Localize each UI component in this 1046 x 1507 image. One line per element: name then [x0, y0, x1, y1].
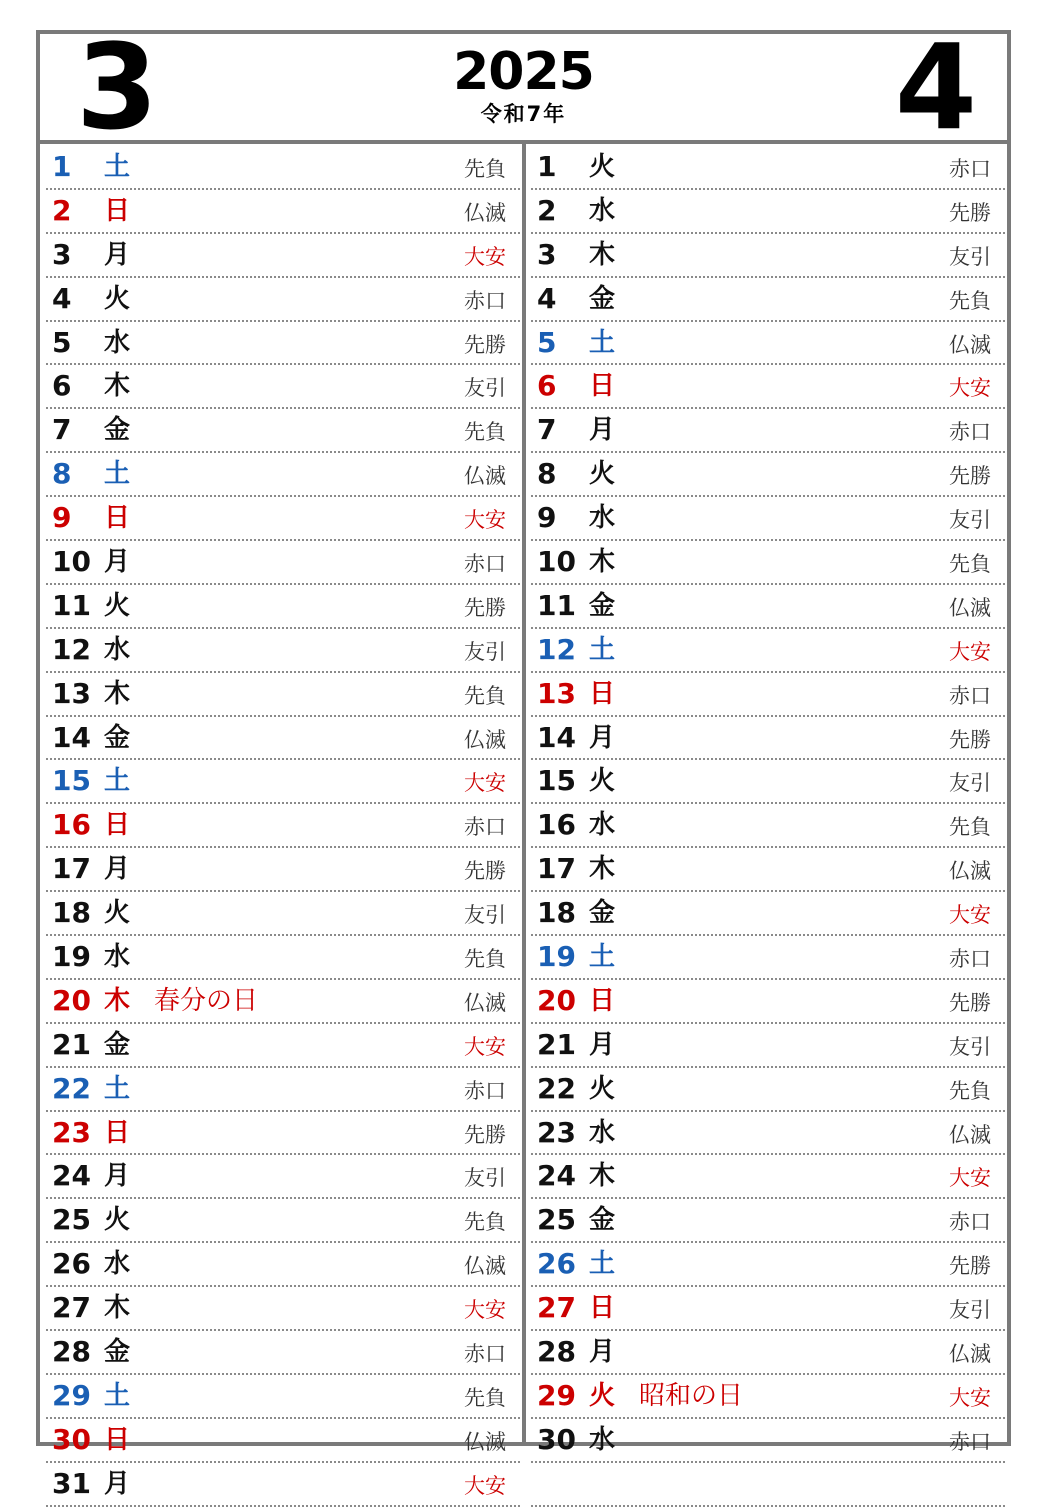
- weekday: 水: [589, 1117, 616, 1148]
- weekday: 土: [589, 327, 616, 358]
- rokuyo-label: 先負: [949, 1078, 991, 1103]
- rokuyo-label: 仏滅: [464, 727, 506, 752]
- day-number: 1: [537, 150, 557, 183]
- rokuyo-label: 大安: [464, 244, 506, 269]
- day-row: [46, 453, 520, 497]
- day-row: [531, 1331, 1005, 1375]
- day-number: 28: [52, 1335, 91, 1369]
- weekday: 水: [589, 195, 616, 226]
- day-number: 4: [52, 281, 72, 315]
- weekday: 月: [589, 1337, 616, 1368]
- weekday: 土: [104, 152, 131, 182]
- day-number: 26: [537, 1247, 576, 1281]
- day-row: [46, 1463, 520, 1507]
- day-row: [46, 1331, 520, 1375]
- weekday: 土: [104, 1073, 131, 1104]
- day-row: [531, 278, 1005, 322]
- day-row: [531, 234, 1005, 278]
- day-number: 30: [52, 1422, 91, 1456]
- weekday: 月: [104, 1468, 131, 1499]
- day-number: 18: [52, 896, 91, 930]
- day-number: 2: [537, 193, 557, 227]
- rokuyo-label: 赤口: [949, 683, 991, 708]
- day-row: [531, 1112, 1005, 1156]
- day-number: 21: [52, 1027, 91, 1061]
- weekday: 木: [104, 985, 131, 1016]
- day-row: [46, 629, 520, 673]
- weekday: 木: [104, 1293, 131, 1324]
- rokuyo-label: 先負: [464, 420, 506, 445]
- weekday: 月: [589, 722, 616, 753]
- day-row: [531, 892, 1005, 936]
- day-number: 13: [52, 676, 91, 710]
- rokuyo-label: 仏滅: [464, 464, 506, 489]
- holiday-name: 昭和の日: [639, 1380, 744, 1411]
- day-number: 14: [52, 720, 91, 754]
- weekday: 日: [104, 1424, 131, 1455]
- day-number: 24: [52, 1159, 91, 1193]
- day-row: [46, 1112, 520, 1156]
- day-number: 2: [52, 193, 72, 227]
- rokuyo-label: 仏滅: [464, 200, 506, 225]
- left-month-number: 3: [76, 18, 159, 156]
- day-number: 15: [52, 764, 91, 798]
- day-number: 8: [52, 457, 72, 491]
- rokuyo-label: 大安: [949, 1166, 991, 1191]
- weekday: 火: [589, 152, 616, 182]
- day-number: 3: [537, 237, 557, 271]
- weekday: 金: [104, 415, 131, 446]
- weekday: 火: [104, 283, 131, 314]
- weekday: 日: [104, 503, 131, 534]
- april-column: [531, 146, 1005, 1507]
- day-row: [46, 1068, 520, 1112]
- day-row: [46, 1199, 520, 1243]
- day-number: 12: [537, 632, 576, 666]
- rokuyo-label: 大安: [464, 508, 506, 533]
- rokuyo-label: 大安: [464, 771, 506, 796]
- day-number: 23: [537, 1115, 576, 1149]
- day-row: [46, 1375, 520, 1419]
- rokuyo-label: 友引: [949, 1034, 991, 1059]
- day-number: 16: [537, 808, 576, 842]
- day-number: 19: [52, 940, 91, 974]
- day-number: 14: [537, 720, 576, 754]
- rokuyo-label: 仏滅: [949, 1342, 991, 1367]
- day-row: [531, 1375, 1005, 1419]
- rokuyo-label: 赤口: [949, 420, 991, 445]
- day-row: [46, 848, 520, 892]
- day-number: 17: [52, 852, 91, 886]
- day-row: [531, 673, 1005, 717]
- day-number: 20: [537, 983, 576, 1017]
- day-number: 6: [52, 369, 72, 403]
- day-row: [531, 190, 1005, 234]
- day-number: 18: [537, 896, 576, 930]
- day-row: [46, 1243, 520, 1287]
- day-row: [46, 804, 520, 848]
- rokuyo-label: 先勝: [949, 1254, 991, 1279]
- day-row: [46, 234, 520, 278]
- day-number: 27: [52, 1291, 91, 1325]
- rokuyo-label: 先負: [464, 1385, 506, 1410]
- day-row: [531, 541, 1005, 585]
- weekday: 月: [589, 415, 616, 446]
- weekday: 金: [104, 1029, 131, 1060]
- day-number: 10: [537, 545, 576, 579]
- weekday: 水: [589, 1424, 616, 1455]
- weekday: 日: [104, 810, 131, 841]
- weekday: 水: [589, 810, 616, 841]
- day-number: 21: [537, 1027, 576, 1061]
- day-number: 12: [52, 632, 91, 666]
- weekday: 火: [589, 1380, 616, 1411]
- weekday: 水: [104, 1249, 131, 1280]
- day-row: [46, 673, 520, 717]
- day-row: [531, 629, 1005, 673]
- rokuyo-label: 仏滅: [464, 1254, 506, 1279]
- day-row: [46, 1155, 520, 1199]
- calendar-frame: [36, 18, 1011, 1500]
- rokuyo-label: 大安: [949, 639, 991, 664]
- day-row: [531, 409, 1005, 453]
- weekday: 日: [589, 1293, 616, 1324]
- rokuyo-label: 赤口: [949, 1210, 991, 1235]
- weekday: 木: [589, 547, 616, 578]
- day-number: 3: [52, 237, 72, 271]
- weekday: 土: [589, 1249, 616, 1280]
- day-number: 7: [537, 413, 557, 447]
- day-row: [46, 1024, 520, 1068]
- day-number: 29: [537, 1378, 576, 1412]
- day-number: 27: [537, 1291, 576, 1325]
- rokuyo-label: 先勝: [464, 1122, 506, 1147]
- rokuyo-label: 先勝: [949, 200, 991, 225]
- weekday: 土: [104, 766, 131, 797]
- day-row: [46, 585, 520, 629]
- weekday: 火: [589, 459, 616, 490]
- rokuyo-label: 大安: [464, 1298, 506, 1323]
- day-row: [531, 980, 1005, 1024]
- day-row: [46, 409, 520, 453]
- weekday: 木: [104, 678, 131, 709]
- day-row: [46, 1287, 520, 1331]
- day-number: 7: [52, 413, 72, 447]
- year-title: 2025: [453, 42, 594, 102]
- weekday: 月: [104, 1161, 131, 1192]
- day-row: [46, 322, 520, 366]
- rokuyo-label: 大安: [949, 903, 991, 928]
- day-number: 5: [537, 325, 557, 359]
- rokuyo-label: 仏滅: [464, 990, 506, 1015]
- rokuyo-label: 仏滅: [464, 1429, 506, 1454]
- day-number: 25: [537, 1203, 576, 1237]
- rokuyo-label: 先負: [464, 157, 506, 181]
- column-divider: [522, 144, 526, 1442]
- day-row: [531, 1287, 1005, 1331]
- day-number: 4: [537, 281, 557, 315]
- day-row: [531, 322, 1005, 366]
- rokuyo-label: 友引: [949, 1298, 991, 1323]
- rokuyo-label: 先負: [949, 815, 991, 840]
- day-number: 16: [52, 808, 91, 842]
- day-row: [531, 453, 1005, 497]
- weekday: 金: [589, 590, 616, 621]
- weekday: 日: [104, 195, 131, 226]
- rokuyo-label: 赤口: [464, 1342, 506, 1367]
- day-row: [46, 190, 520, 234]
- day-row: [531, 146, 1005, 190]
- day-row: [46, 760, 520, 804]
- day-number: 30: [537, 1422, 576, 1456]
- rokuyo-label: 先負: [949, 288, 991, 313]
- rokuyo-label: 友引: [949, 771, 991, 796]
- day-number: 22: [52, 1071, 91, 1105]
- day-number: 9: [537, 501, 557, 535]
- era-subtitle: 令和7年: [480, 102, 567, 126]
- day-row: [531, 760, 1005, 804]
- weekday: 火: [589, 1073, 616, 1104]
- weekday: 水: [104, 634, 131, 665]
- day-number: 22: [537, 1071, 576, 1105]
- day-number: 13: [537, 676, 576, 710]
- day-number: 11: [537, 588, 576, 622]
- weekday: 火: [589, 766, 616, 797]
- rokuyo-label: 先勝: [464, 859, 506, 884]
- weekday: 金: [589, 283, 616, 314]
- day-row: [531, 1463, 1005, 1507]
- day-number: 23: [52, 1115, 91, 1149]
- weekday: 日: [104, 1117, 131, 1148]
- weekday: 水: [104, 942, 131, 973]
- rokuyo-label: 先負: [949, 552, 991, 577]
- day-number: 6: [537, 369, 557, 403]
- rokuyo-label: 赤口: [949, 157, 991, 181]
- day-row: [531, 936, 1005, 980]
- day-row: [46, 717, 520, 761]
- right-month-number: 4: [894, 18, 977, 156]
- rokuyo-label: 友引: [464, 903, 506, 928]
- weekday: 日: [589, 678, 616, 709]
- day-row: [46, 980, 520, 1024]
- weekday: 木: [589, 239, 616, 270]
- day-row: [531, 717, 1005, 761]
- rokuyo-label: 友引: [949, 244, 991, 269]
- rokuyo-label: 赤口: [464, 1078, 506, 1103]
- day-number: 11: [52, 588, 91, 622]
- day-number: 10: [52, 545, 91, 579]
- weekday: 月: [104, 547, 131, 578]
- day-row: [531, 365, 1005, 409]
- day-row: [531, 804, 1005, 848]
- day-row: [46, 278, 520, 322]
- weekday: 月: [104, 854, 131, 885]
- day-row: [531, 1068, 1005, 1112]
- day-row: [531, 585, 1005, 629]
- rokuyo-label: 赤口: [949, 1429, 991, 1454]
- rokuyo-label: 友引: [464, 376, 506, 401]
- weekday: 金: [104, 722, 131, 753]
- rokuyo-label: 赤口: [464, 552, 506, 577]
- rokuyo-label: 大安: [464, 1034, 506, 1059]
- rokuyo-label: 仏滅: [949, 332, 991, 357]
- day-number: 31: [52, 1466, 91, 1500]
- day-row: [46, 892, 520, 936]
- day-number: 9: [52, 501, 72, 535]
- rokuyo-label: 先勝: [464, 332, 506, 357]
- day-row: [531, 1155, 1005, 1199]
- weekday: 火: [104, 590, 131, 621]
- rokuyo-label: 友引: [464, 639, 506, 664]
- rokuyo-label: 仏滅: [949, 595, 991, 620]
- day-number: 24: [537, 1159, 576, 1193]
- rokuyo-label: 友引: [949, 508, 991, 533]
- rokuyo-label: 大安: [949, 1385, 991, 1410]
- weekday: 月: [104, 239, 131, 270]
- weekday: 日: [589, 985, 616, 1016]
- weekday: 火: [104, 898, 131, 929]
- day-row: [46, 936, 520, 980]
- march-column: [46, 146, 520, 1507]
- weekday: 金: [589, 898, 616, 929]
- rokuyo-label: 仏滅: [949, 1122, 991, 1147]
- rokuyo-label: 先勝: [464, 595, 506, 620]
- day-number: 15: [537, 764, 576, 798]
- calendar-header: [40, 18, 1007, 156]
- day-row: [46, 541, 520, 585]
- day-row: [531, 1419, 1005, 1463]
- rokuyo-label: 先負: [464, 683, 506, 708]
- rokuyo-label: 大安: [949, 376, 991, 401]
- weekday: 金: [589, 1205, 616, 1236]
- day-row: [46, 365, 520, 409]
- weekday: 木: [104, 371, 131, 402]
- day-row: [46, 1419, 520, 1463]
- day-number: 20: [52, 983, 91, 1017]
- weekday: 土: [104, 1380, 131, 1411]
- rokuyo-label: 赤口: [949, 947, 991, 972]
- weekday: 月: [589, 1029, 616, 1060]
- day-row: [531, 1199, 1005, 1243]
- weekday: 木: [589, 1161, 616, 1192]
- day-row: [46, 146, 520, 190]
- day-number: 25: [52, 1203, 91, 1237]
- day-number: 28: [537, 1335, 576, 1369]
- day-number: 5: [52, 325, 72, 359]
- weekday: 日: [589, 371, 616, 402]
- weekday: 土: [104, 459, 131, 490]
- day-number: 1: [52, 150, 72, 183]
- weekday: 土: [589, 634, 616, 665]
- weekday: 水: [589, 503, 616, 534]
- day-row: [46, 497, 520, 541]
- rokuyo-label: 赤口: [464, 815, 506, 840]
- weekday: 土: [589, 942, 616, 973]
- rokuyo-label: 仏滅: [949, 859, 991, 884]
- rokuyo-label: 先勝: [949, 464, 991, 489]
- day-number: 8: [537, 457, 557, 491]
- day-number: 26: [52, 1247, 91, 1281]
- weekday: 金: [104, 1337, 131, 1368]
- rokuyo-label: 先負: [464, 947, 506, 972]
- rokuyo-label: 大安: [464, 1473, 506, 1498]
- weekday: 木: [589, 854, 616, 885]
- day-row: [531, 848, 1005, 892]
- weekday: 水: [104, 327, 131, 358]
- day-row: [531, 1024, 1005, 1068]
- day-number: 29: [52, 1378, 91, 1412]
- holiday-name: 春分の日: [154, 985, 259, 1016]
- rokuyo-label: 友引: [464, 1166, 506, 1191]
- rokuyo-label: 赤口: [464, 288, 506, 313]
- rokuyo-label: 先勝: [949, 990, 991, 1015]
- rokuyo-label: 先負: [464, 1210, 506, 1235]
- day-number: 19: [537, 940, 576, 974]
- day-number: 17: [537, 852, 576, 886]
- day-row: [531, 497, 1005, 541]
- day-row: [531, 1243, 1005, 1287]
- weekday: 火: [104, 1205, 131, 1236]
- rokuyo-label: 先勝: [949, 727, 991, 752]
